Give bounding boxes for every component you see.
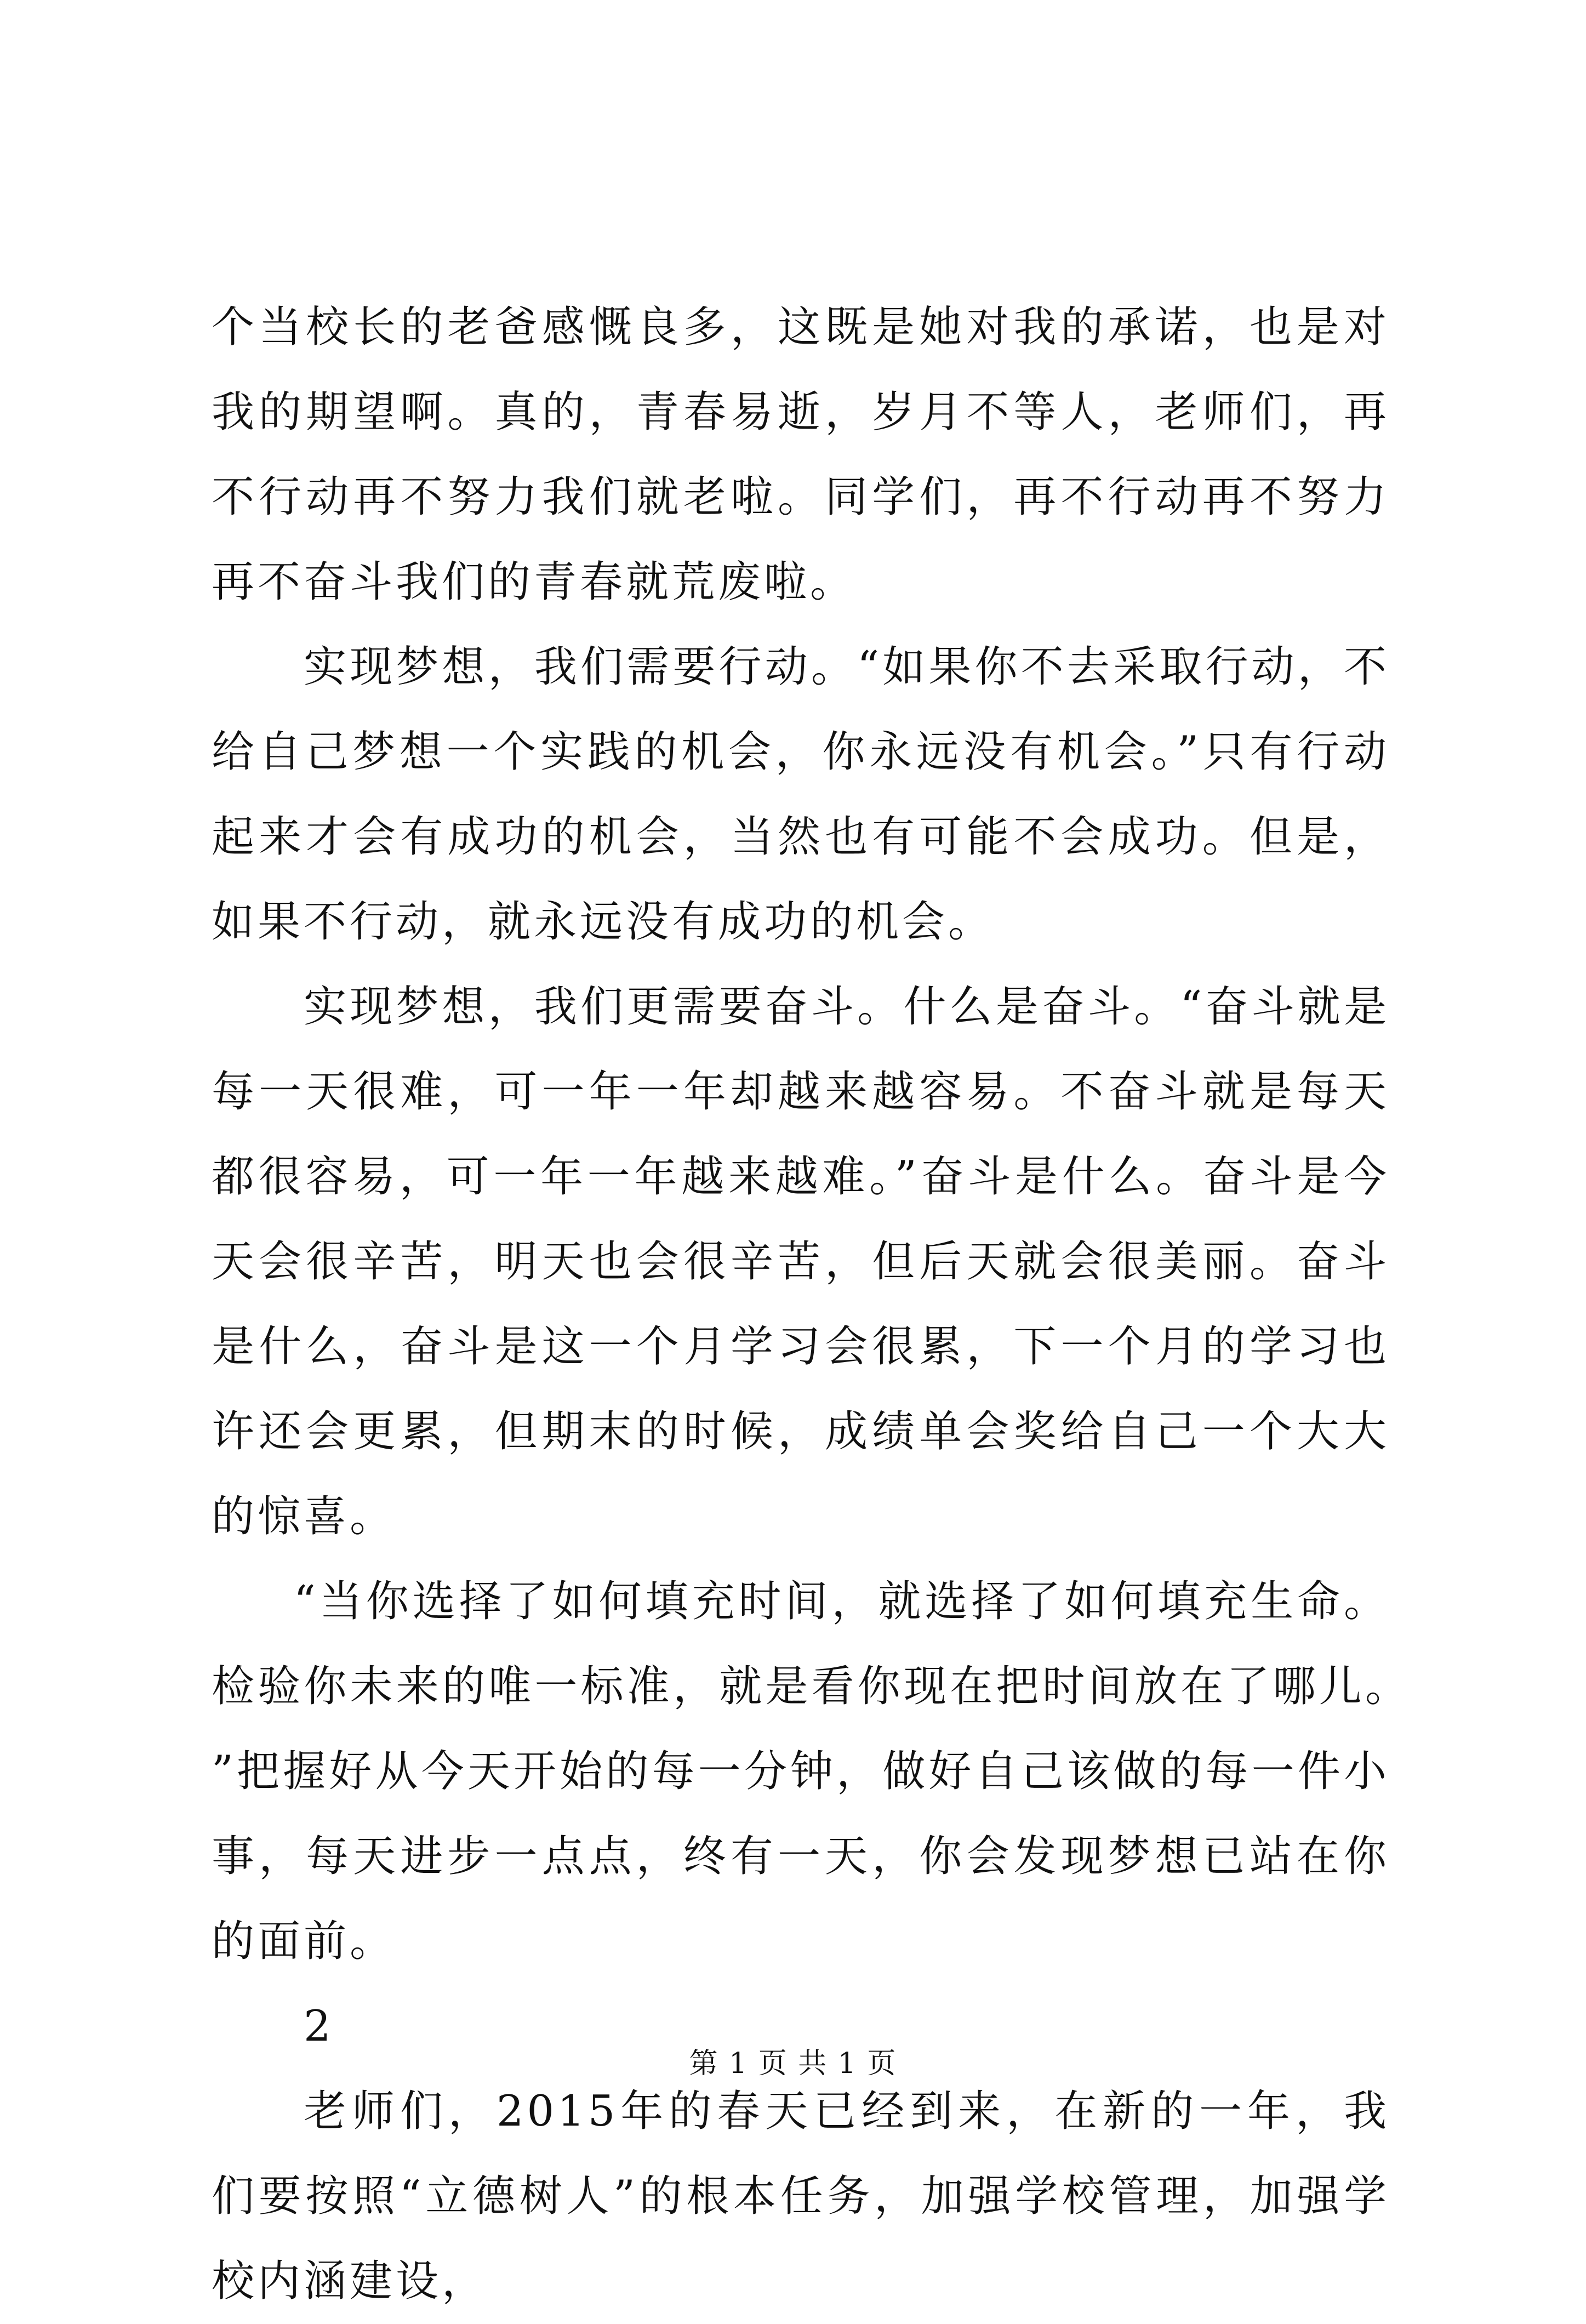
paragraph-striving: 实现梦想，我们更需要奋斗。什么是奋斗。“奋斗就是每一天很难，可一年一年却越来越容易。不奋斗就是每天都很容易，可一年一年越来越难。”奋斗是什么。奋斗是今天会很辛苦，明天也会很辛苦，但后天就会很美丽。奋斗是什么，奋斗是这一个月学习会很累，下一个月的学习也许还会更累，但期末的时候，成绩单会奖给自己一个大大的惊喜。 — [212, 982, 1390, 1541]
page-number-footer: 第 1 页 共 1 页 — [689, 2047, 897, 2080]
paragraph-time-quote: “当你选择了如何填充时间，就选择了如何填充生命。检验你未来的唯一标准，就是看你现在把时间放在了哪儿。”把握好从今天开始的每一分钟，做好自己该做的每一件小事，每天进步一点点，终有一天，你会发现梦想已站在你的面前。 — [212, 1577, 1390, 1966]
paragraph-teachers: 老师们，2015年的春天已经到来，在新的一年，我们要按照“立德树人”的根本任务，加强学校管理，加强学校内涵建设， — [212, 2087, 1390, 2306]
section-number: 2 — [304, 2002, 334, 2051]
document-body — [212, 285, 1390, 2324]
paragraph-action: 实现梦想，我们需要行动。“如果你不去采取行动，不给自己梦想一个实践的机会，你永远没有机会。”只有行动起来才会有成功的机会，当然也有可能不会成功。但是，如果不行动，就永远没有成功的机会。 — [212, 642, 1390, 947]
paragraph-continuation: 个当校长的老爸感慨良多，这既是她对我的承诺，也是对我的期望啊。真的，青春易逝，岁月不等人，老师们，再不行动再不努力我们就老啦。同学们，再不行动再不努力再不奋斗我们的青春就荒废啦。 — [212, 303, 1390, 607]
